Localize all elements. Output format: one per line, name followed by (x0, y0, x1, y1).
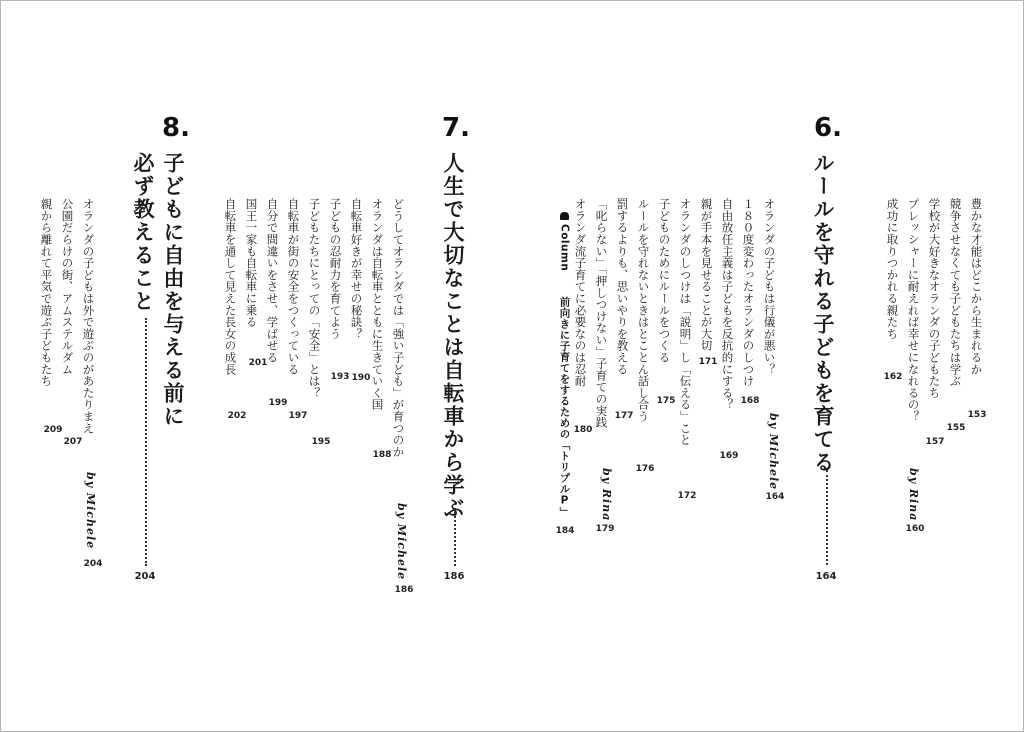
toc-item[interactable]: 罰するよりも、思いやりを教える (615, 198, 630, 375)
toc-page: 153 (967, 410, 987, 420)
toc-item[interactable]: プレッシャーに耐えれば幸せになれるの？ (906, 198, 921, 423)
toc-page: 199 (268, 398, 288, 408)
toc-item[interactable]: 学校が大好きなオランダの子どもたち (927, 198, 942, 399)
toc-page: 172 (677, 491, 697, 501)
toc-item[interactable]: 自由放任主義は子どもを反抗的にする？ (720, 198, 735, 411)
toc-page: 169 (719, 451, 739, 461)
toc-item[interactable]: 子どものためにルールをつくる (657, 198, 672, 364)
toc-page: 202 (227, 411, 247, 421)
chapter-7-title[interactable]: 人生で大切なことは自転車から学ぶ (441, 152, 465, 520)
toc-page: 197 (288, 411, 308, 421)
toc-item[interactable]: 豊かな才能はどこから生まれるか (969, 198, 984, 375)
column-entry[interactable] (559, 224, 570, 518)
toc-page: 188 (372, 450, 392, 460)
chapter-8-leader (145, 318, 147, 566)
chapter-6-number: 6. (814, 113, 842, 143)
column-title: 前向きに子育てをするための「トリプルP」 (558, 296, 571, 518)
author-page: 204 (83, 559, 103, 569)
toc-page: 207 (63, 437, 83, 447)
toc-item[interactable]: 自分で間違いをさせ、学ばせる (265, 198, 280, 364)
toc-item[interactable]: 国王一家も自転車に乗る (244, 198, 259, 328)
toc-page: 155 (946, 423, 966, 433)
toc-item[interactable]: 競争させなくても子どもたちは学ぶ (948, 198, 963, 387)
chapter-8-number: 8. (162, 113, 190, 143)
toc-page: 168 (740, 396, 760, 406)
column-prefix: Column (558, 224, 571, 272)
column-icon (560, 212, 569, 220)
chapter-8-title-line2[interactable]: 必ず教えること (131, 152, 155, 313)
toc-item[interactable]: オランダ流子育てに必要なのは忍耐 (573, 198, 588, 387)
toc-item[interactable]: 親から離れて平気で遊ぶ子どもたち (39, 198, 54, 387)
toc-item[interactable]: 自転車を通して見えた長女の成長 (223, 198, 238, 375)
chapter-number-text: 8 (162, 113, 181, 143)
toc-item[interactable]: 自転車が街の安全をつくっている (286, 198, 301, 375)
toc-item[interactable]: 公園だらけの街、アムステルダム (60, 198, 75, 375)
toc-item[interactable]: オランダは自転車とともに生きていく国 (370, 198, 385, 411)
chapter-6-title[interactable]: ルールを守れる子どもを育てる (811, 152, 835, 474)
toc-item[interactable]: オランダの子どもは外で遊ぶのがあたりまえ (81, 198, 96, 434)
toc-page: 177 (614, 411, 634, 421)
author-credit: by Michele (767, 413, 780, 491)
author-credit: by Rina (600, 468, 613, 522)
toc-item[interactable]: 子どもたちにとっての「安全」とは？ (307, 198, 322, 399)
toc-item[interactable]: 成功に取りつかれる親たち (885, 198, 900, 340)
author-page: 186 (394, 585, 414, 595)
toc-page: 162 (883, 372, 903, 382)
chapter-7-number: 7. (442, 113, 470, 143)
chapter-7-page: 186 (443, 571, 465, 582)
author-page: 164 (765, 492, 785, 502)
toc-item[interactable]: １８０度変わったオランダのしつけ (741, 198, 756, 387)
toc-page: 171 (698, 357, 718, 367)
author-credit: by Michele (84, 472, 97, 550)
chapter-8-title-line1[interactable]: 子どもに自由を与える前に (161, 152, 185, 428)
toc-page: 193 (330, 372, 350, 382)
toc-item[interactable]: 自転車好きが幸せの秘訣？ (349, 198, 364, 340)
column-page: 184 (555, 526, 575, 536)
author-credit: by Rina (907, 468, 920, 522)
toc-item[interactable]: 子どもの忍耐力を育てよう (328, 198, 343, 340)
toc-item[interactable]: オランダのしつけは「説明」し「伝える」こと (678, 198, 693, 446)
chapter-6-page: 164 (815, 571, 837, 582)
toc-page: 180 (573, 425, 593, 435)
chapter-number-text: 6 (814, 113, 833, 143)
toc-page: 176 (635, 464, 655, 474)
toc-item[interactable]: どうしてオランダでは「強い子ども」が育つのか (391, 198, 406, 458)
toc-item[interactable]: ルールを守れないときはとことん話し合う (636, 198, 651, 423)
chapter-6-leader (826, 470, 828, 565)
toc-page: 190 (351, 373, 371, 383)
toc-page: 157 (925, 437, 945, 447)
toc-page: 201 (248, 358, 268, 368)
toc-page: 179 (595, 524, 615, 534)
toc-page: 195 (311, 437, 331, 447)
toc-page: 209 (43, 425, 63, 435)
chapter-number-text: 7 (442, 113, 461, 143)
toc-item[interactable]: 「叱らない」「押しつけない」子育ての実践 (594, 198, 609, 429)
author-credit: by Michele (395, 503, 408, 581)
chapter-8-page: 204 (134, 571, 156, 582)
chapter-7-leader (454, 508, 456, 566)
author-page: 160 (905, 524, 925, 534)
toc-page: 175 (656, 396, 676, 406)
toc-item[interactable]: オランダの子どもは行儀が悪い？ (762, 198, 777, 375)
toc-item[interactable]: 親が手本を見せることが大切 (699, 198, 714, 352)
